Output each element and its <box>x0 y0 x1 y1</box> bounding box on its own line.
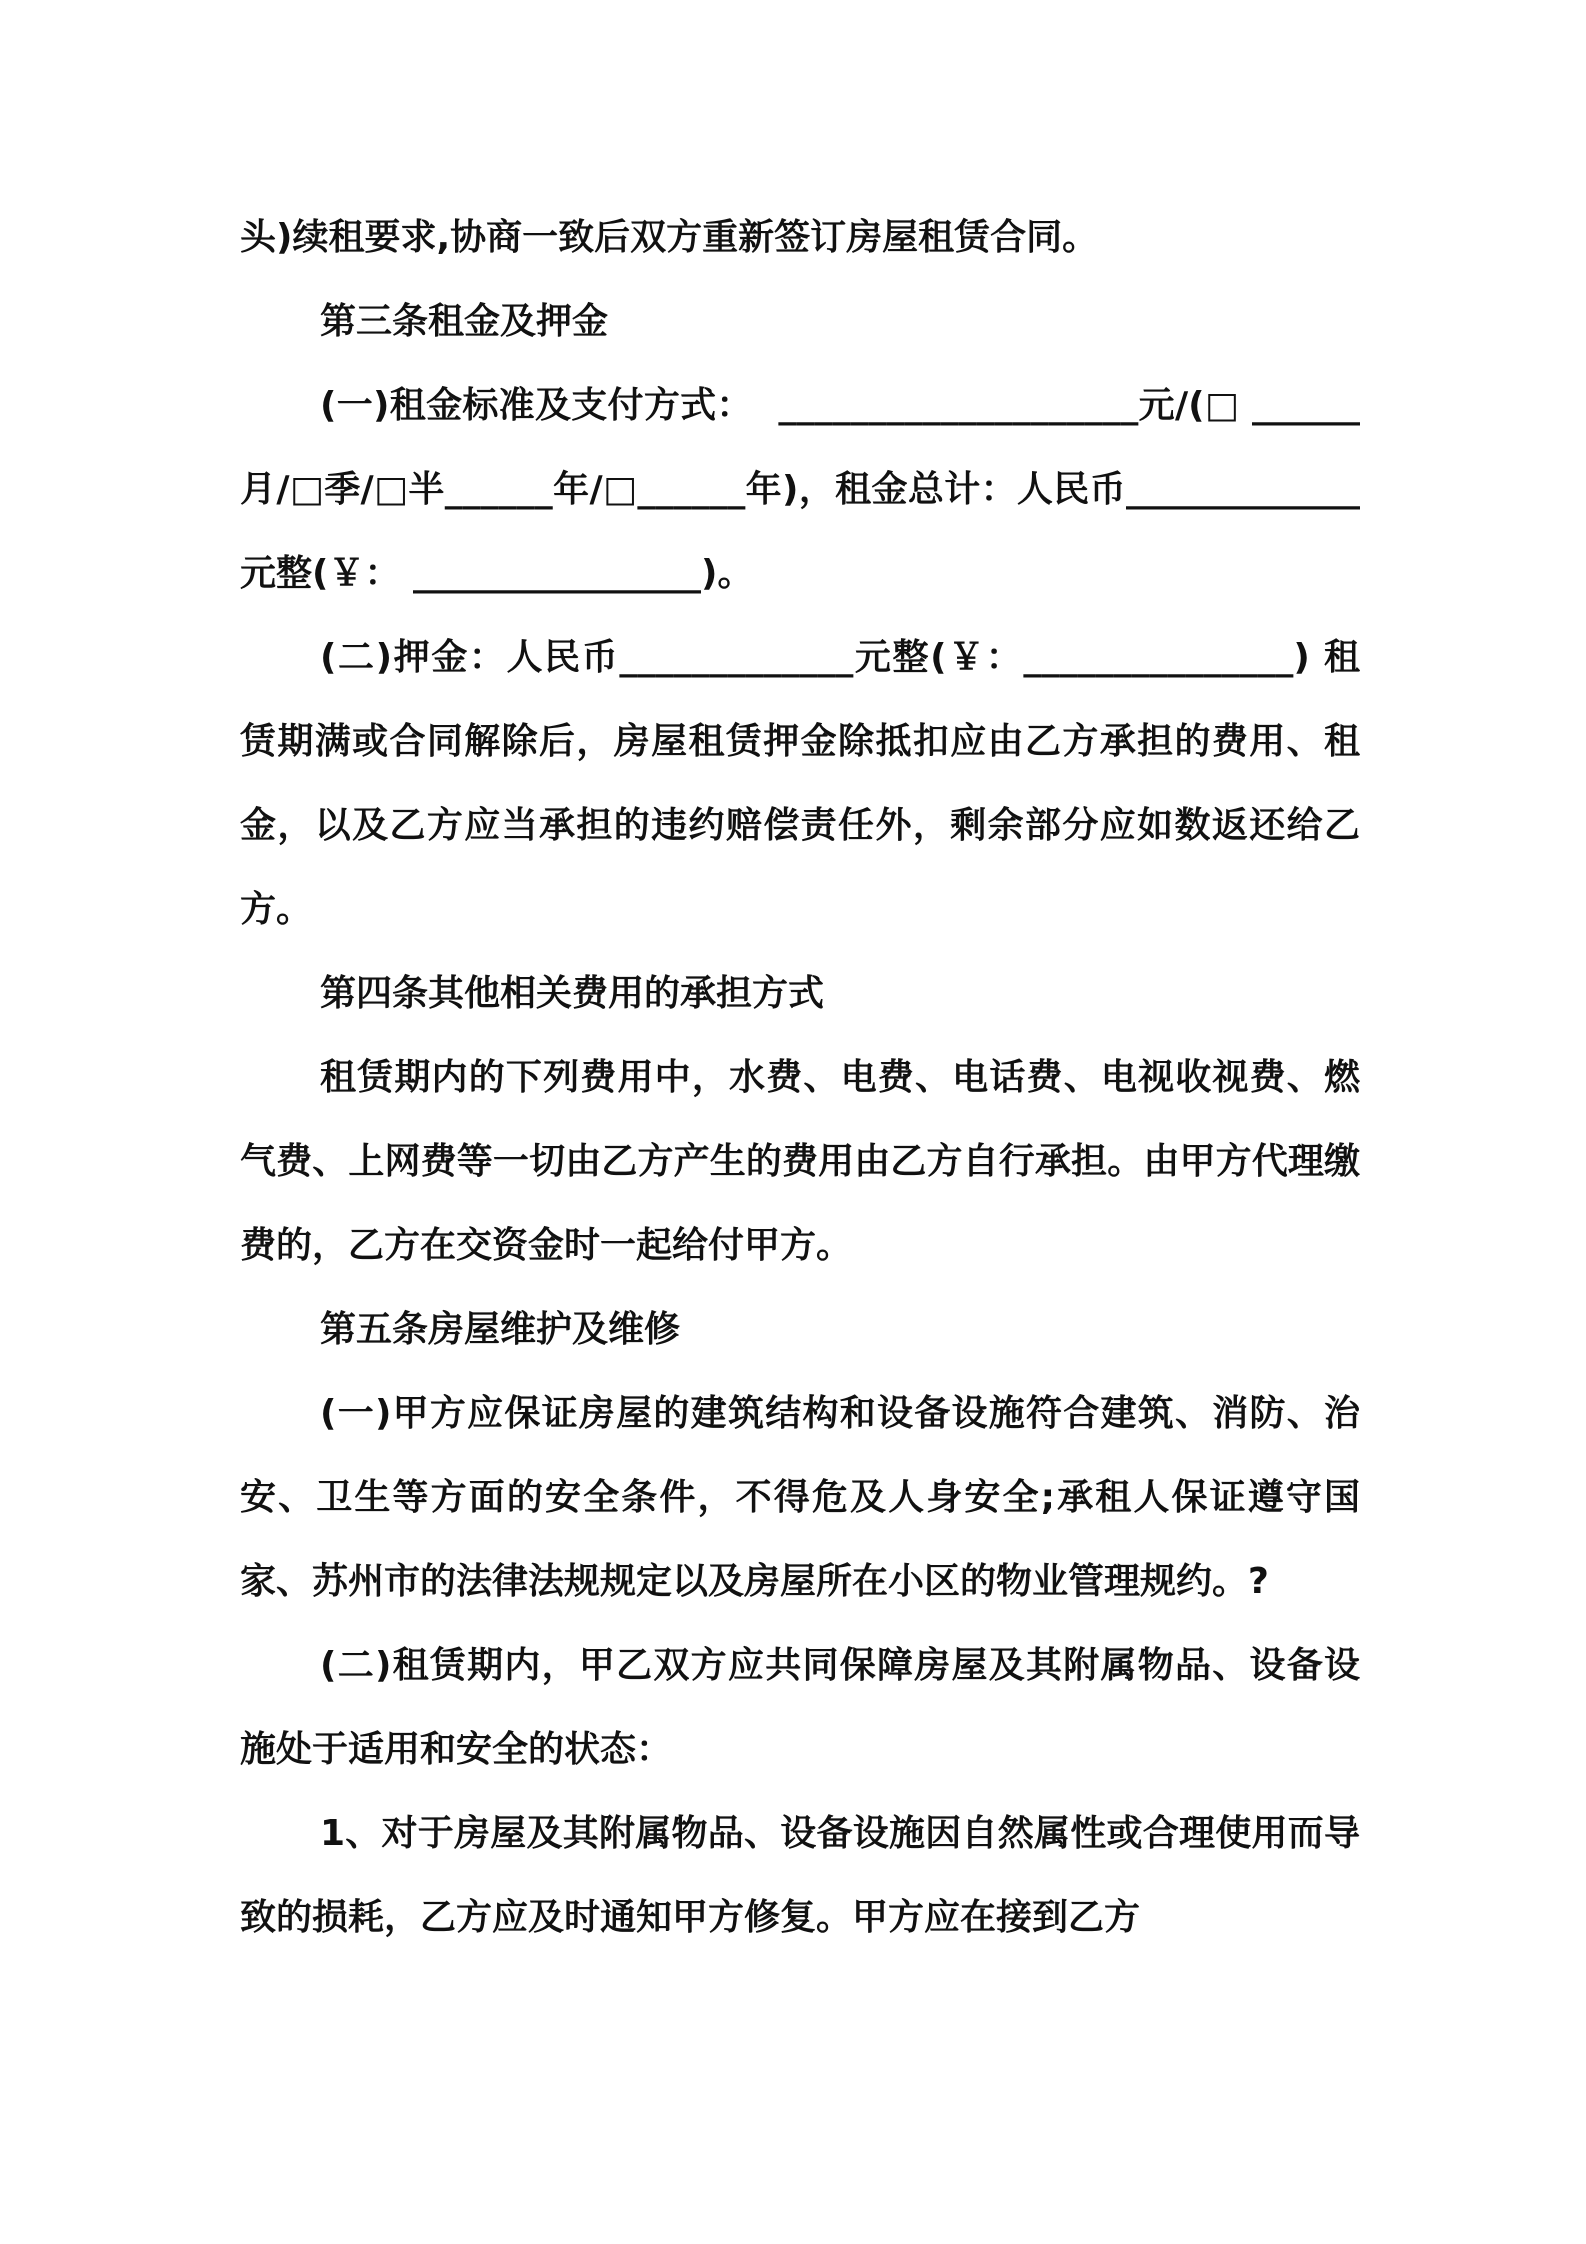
paragraph-joint-maintenance: (二)租赁期内，甲乙双方应共同保障房屋及其附属物品、设备设施处于适用和安全的状态： <box>240 1645 1360 1770</box>
paragraph-other-fees: 租赁期内的下列费用中，水费、电费、电话费、电视收视费、燃气费、上网费等一切由乙方产生的费用由乙方自行承担。由甲方代理缴费的，乙方在交资金时一起给付甲方。 <box>240 1057 1360 1266</box>
paragraph-rent-standard: (一)租金标准及支付方式： ____________________元/(□ ______月/□季/□半______年/□______年)，租金总计：人民币_____________元整(￥： ________________)。 <box>240 385 1360 594</box>
article-heading-3: 第三条租金及押金 <box>320 301 609 342</box>
article-heading-4: 第四条其他相关费用的承担方式 <box>320 973 825 1014</box>
article-heading-5: 第五条房屋维护及维修 <box>320 1309 681 1350</box>
document-body <box>240 196 1360 1960</box>
paragraph-deposit: (二)押金：人民币_____________元整(￥：_______________) 租赁期满或合同解除后，房屋租赁押金除抵扣应由乙方承担的费用、租金，以及乙方应当承担的违约赔偿责任外，剩余部分应如数返还给乙方。 <box>240 637 1360 930</box>
paragraph-continuation: 头)续租要求,协商一致后双方重新签订房屋租赁合同。 <box>240 217 1099 258</box>
paragraph-repair-item-1: 1、对于房屋及其附属物品、设备设施因自然属性或合理使用而导致的损耗，乙方应及时通知甲方修复。甲方应在接到乙方 <box>240 1813 1360 1938</box>
paragraph-safety-obligations: (一)甲方应保证房屋的建筑结构和设备设施符合建筑、消防、治安、卫生等方面的安全条件，不得危及人身安全;承租人保证遵守国家、苏州市的法律法规规定以及房屋所在小区的物业管理规约。? <box>240 1393 1360 1602</box>
